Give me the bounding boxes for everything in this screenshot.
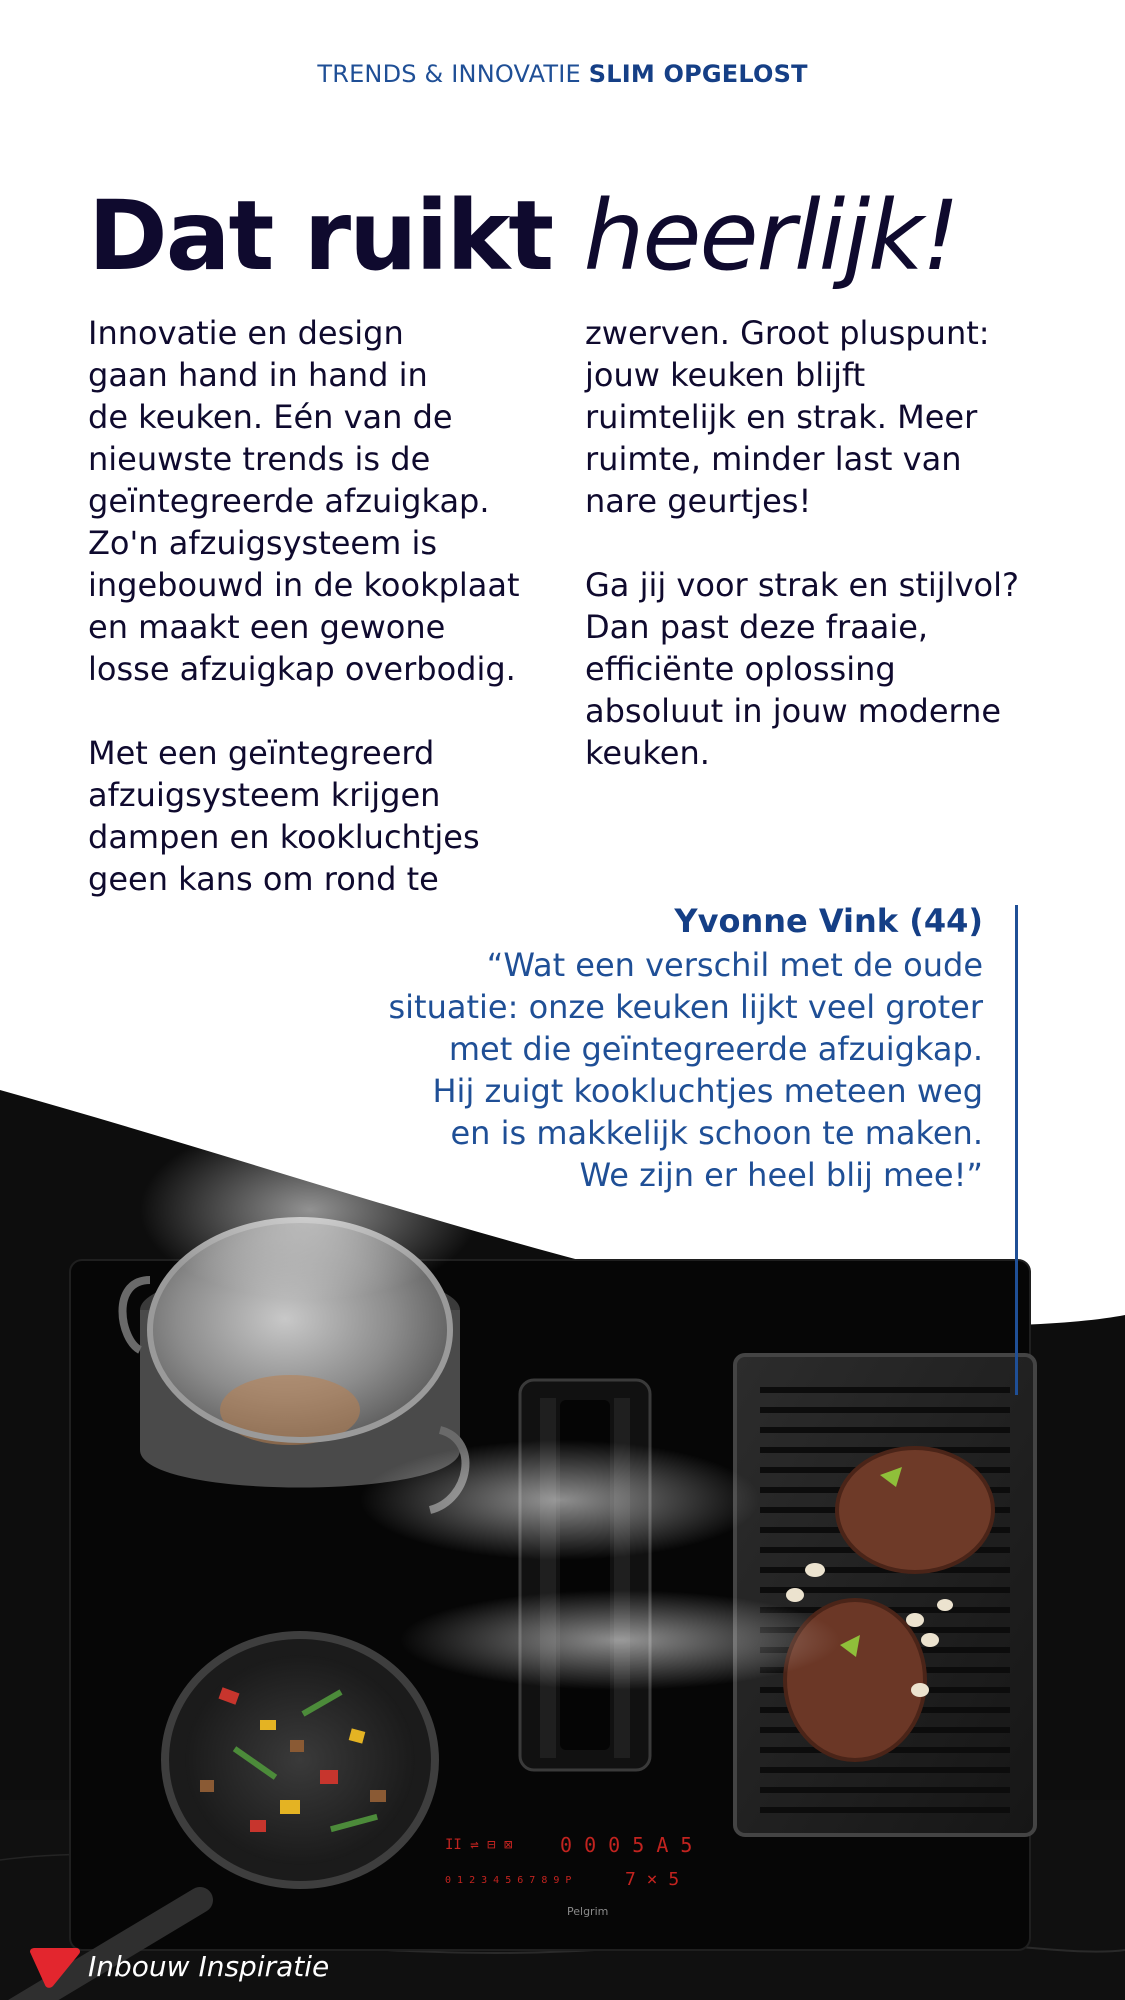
cooktop-photo <box>0 1080 1125 2000</box>
title-main: Dat ruikt <box>88 180 553 292</box>
footer-label: Inbouw Inspiratie <box>88 1950 330 1983</box>
grill-plate-image <box>735 1355 1035 1835</box>
paragraph: Innovatie en design gaan hand in hand in de keuken. Eén van de nieuwste trends is de geïntegreerde afzuigkap. Zo'n afzuigsysteem is ingebouwd in de kookplaat en maakt een gewone losse afzuigkap overbodig. <box>88 314 520 688</box>
title-emphasis: heerlijk! <box>583 180 959 292</box>
svg-text:II ⇌ ⊟ ⊠: II ⇌ ⊟ ⊠ <box>445 1837 513 1853</box>
display-readout: 0 0 0 5 A 5 <box>560 1833 693 1857</box>
article-column-right <box>585 312 1030 816</box>
subsection-label: SLIM OPGELOST <box>588 60 808 88</box>
downdraft-vent <box>520 1380 650 1770</box>
testimonial <box>388 898 983 1196</box>
section-kicker <box>0 60 1125 88</box>
paragraph: Ga jij voor strak en stijlvol? Dan past deze fraaie, efficiënte oplossing absoluut in jouw moderne keuken. <box>585 566 1019 772</box>
footer-bar <box>0 1940 1125 2000</box>
testimonial-author: Yvonne Vink (44) <box>674 902 983 940</box>
brand-triangle-icon <box>28 1946 82 1990</box>
brand-logo: Pelgrim <box>567 1905 609 1918</box>
testimonial-text: “Wat een verschil met de oude situatie: onze keuken lijkt veel groter met die geïntegreerde afzuigkap. Hij zuigt kookluchtjes meteen weg en is makkelijk schoon te maken. We zijn er heel blij mee!” <box>388 946 983 1194</box>
paragraph: zwerven. Groot pluspunt: jouw keuken blijft ruimtelijk en strak. Meer ruimte, minder last van nare geurtjes! <box>585 314 990 520</box>
quote-rule <box>1015 905 1018 1395</box>
page-title <box>88 180 958 292</box>
power-scale: 0 1 2 3 4 5 6 7 8 9 P <box>445 1875 572 1886</box>
steak-image <box>837 1448 993 1572</box>
display-readout-2: 7 × 5 <box>625 1869 680 1890</box>
paragraph: Met een geïntegreerd afzuigsysteem krijgen dampen en kookluchtjes geen kans om rond te <box>88 734 480 898</box>
article-column-left <box>88 312 528 942</box>
section-label: TRENDS & INNOVATIE <box>317 60 581 88</box>
